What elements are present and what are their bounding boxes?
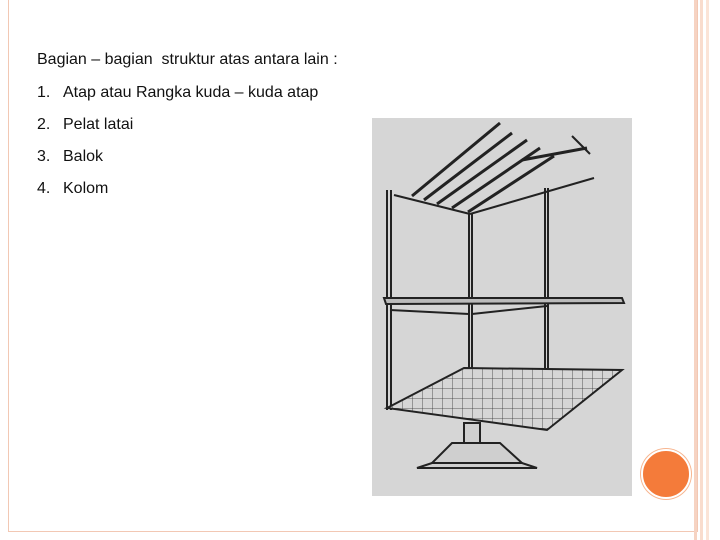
decor-rail-1 bbox=[694, 0, 697, 540]
list-item-number: 2. bbox=[37, 116, 51, 133]
list-item-number: 1. bbox=[37, 84, 51, 101]
list-item bbox=[37, 84, 318, 116]
list-item-number: 3. bbox=[37, 148, 51, 165]
list-item bbox=[37, 148, 318, 180]
decor-rail-3 bbox=[706, 0, 709, 540]
list-item-text: Balok bbox=[63, 148, 104, 165]
list-item-number: 4. bbox=[37, 180, 51, 197]
structure-sketch-icon bbox=[372, 118, 632, 496]
list-item-text: Pelat latai bbox=[63, 116, 134, 133]
decor-rail-2 bbox=[700, 0, 703, 540]
list-item bbox=[37, 116, 318, 148]
structure-figure bbox=[372, 118, 632, 496]
list-item-text: Atap atau Rangka kuda – kuda atap bbox=[63, 84, 319, 101]
accent-circle bbox=[641, 449, 691, 499]
list-item-text: Kolom bbox=[63, 180, 109, 197]
list-item bbox=[37, 180, 318, 212]
structure-list bbox=[37, 84, 318, 212]
slide-heading: Bagian – bagian struktur atas antara lain : bbox=[37, 51, 338, 68]
